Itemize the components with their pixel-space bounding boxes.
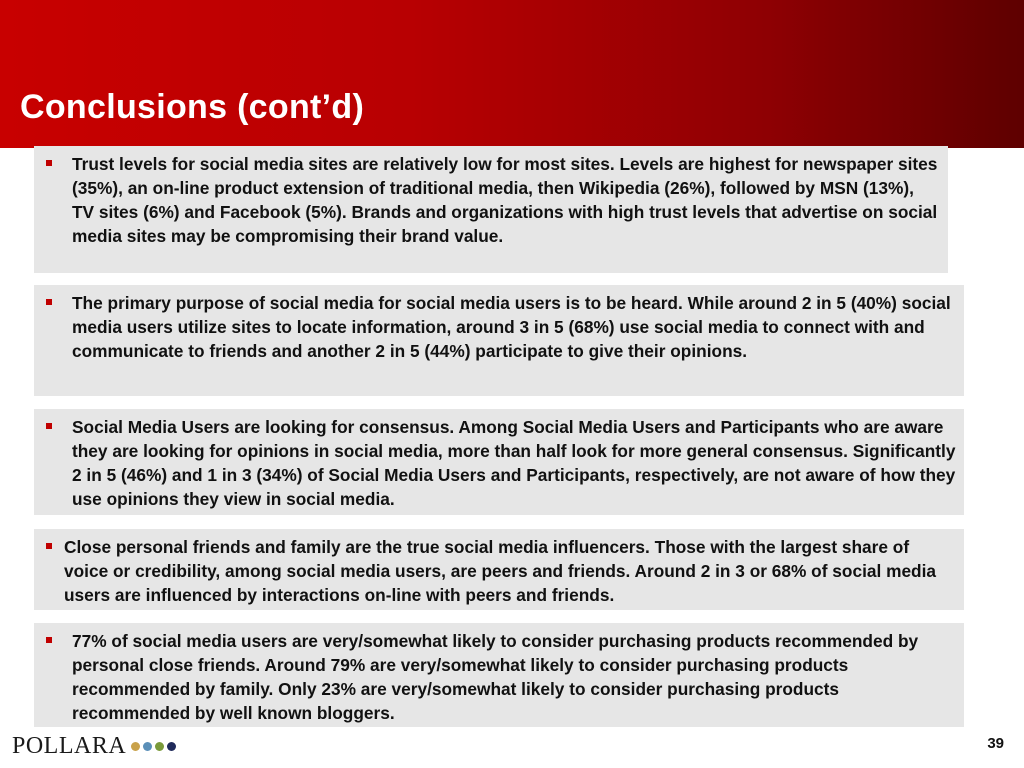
logo-wordmark: POLLARA [12, 732, 127, 759]
logo-dot-icon [131, 742, 140, 751]
bullet-square-icon [46, 637, 52, 643]
bullet-square-icon [46, 543, 52, 549]
bullet-text: The primary purpose of social media for social media users is to be heard. While around 2 in 5 (40%) social media users utilize sites to locate information, around 3 in 5 (68%) use social media to connect with and communicate to friends and another 2 in 5 (44%) participate to give their opinions. [72, 293, 951, 361]
pollara-logo [12, 733, 176, 759]
bullet-square-icon [46, 299, 52, 305]
bullet-square-icon [46, 423, 52, 429]
slide-title: Conclusions (cont’d) [20, 88, 365, 126]
bullet-box-influencers [34, 529, 964, 610]
bullet-box-purpose [34, 285, 964, 396]
bullet-text: Trust levels for social media sites are relatively low for most sites. Levels are highest for newspaper sites (35%), an on-line product extension of traditional media, then Wikipedia (26%), followed by MSN (13%), TV sites (6%) and Facebook (5%). Brands and organizations with high trust levels that advertise on social media sites may be compromising their brand value. [72, 154, 938, 246]
page-number: 39 [987, 735, 1004, 752]
bullet-square-icon [46, 160, 52, 166]
bullet-text: Social Media Users are looking for consensus. Among Social Media Users and Participants who are aware they are looking for opinions in social media, more than half look for more general consensus. Significantly 2 in 5 (46%) and 1 in 3 (34%) of Social Media Users and Participants, respectively, are not aware of how they use opinions they view in social media. [72, 417, 956, 509]
logo-dot-icon [167, 742, 176, 751]
bullet-box-purchasing [34, 623, 964, 727]
logo-dot-icon [155, 742, 164, 751]
bullet-box-trust [34, 146, 948, 273]
bullet-text: 77% of social media users are very/somewhat likely to consider purchasing products recommended by personal close friends. Around 79% are very/somewhat likely to consider purchasing products recommended by family. Only 23% are very/somewhat likely to consider purchasing products recommended by well known bloggers. [72, 631, 919, 723]
bullet-text: Close personal friends and family are the true social media influencers. Those with the largest share of voice or credibility, among social media users, are peers and friends. Around 2 in 3 or 68% of social media users are influenced by interactions on-line with peers and friends. [64, 537, 937, 605]
logo-dot-icon [143, 742, 152, 751]
bullet-box-consensus [34, 409, 964, 515]
